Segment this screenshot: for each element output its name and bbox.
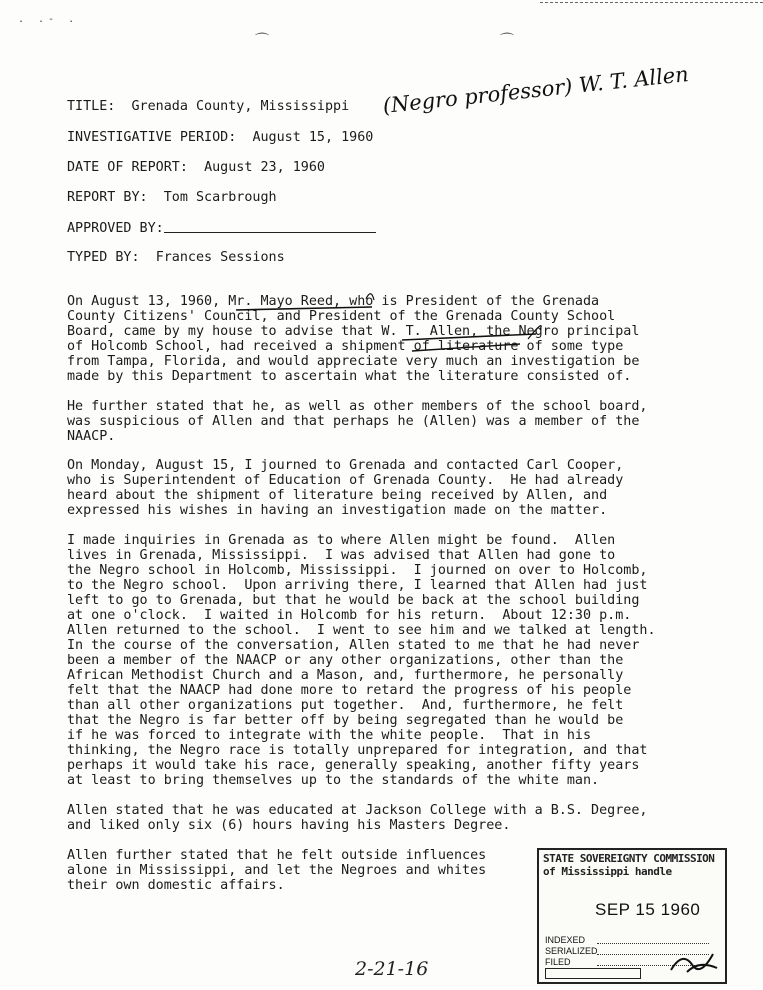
paragraph-1: On August 13, 1960, Mr. Mayo Reed, who is President of the Grenada County Citizens' Council, and President of the Grenada County School Board, came by my house to advise that W. T. Allen, the Negro principal of Holcomb School, had received a shipment of literature of some type from Tampa, Florida, and would appreciate very much an investigation be made by this Department to ascertain what the literature consisted of.	[67, 294, 640, 384]
scan-specks: . .- .	[18, 14, 79, 25]
stamp-initials-scribble	[667, 946, 721, 978]
stamp-field-serialized: SERIALIZED	[545, 946, 598, 956]
stamp-line-indexed	[597, 943, 709, 944]
period-value: August 15, 1960	[252, 130, 374, 145]
handwritten-title-note: (Negro professor) W. T. Allen	[381, 62, 690, 118]
stamp-date: SEP 15 1960	[595, 900, 701, 919]
approved-by-label: APPROVED BY:	[67, 221, 164, 236]
stamp-heading: STATE SOVEREIGNTY COMMISSION of Mississippi handle	[543, 852, 715, 878]
paragraph-4: I made inquiries in Grenada as to where Allen might be found. Allen lives in Grenada, Mississippi. I was advised that Allen had gone to the Negro school in Holcomb, Mississippi. I journed on over to Holcomb, to the Negro school. Upon arriving there, I learned that Allen had just left to go to Grenada, but that he would be back at the school building at one o'clock. I waited in Holcomb for his return. About 12:30 p.m. Allen returned to the school. I went to see him and we talked at length. In the course of the conversation, Allen stated to me that he had never been a member of the NAACP or any other organizations, other than the African Methodist Church and a Mason, and, furthermore, he personally felt that the NAACP had done more to retard the progress of his people than all other organizations put together. And, furthermore, he felt that the Negro is far better off by being segregated than he would be if he was forced to integrate with the white people. That in his thinking, the Negro race is totally unprepared for integration, and that perhaps it would take his race, generally speaking, another fifty years at least to bring themselves up to the standards of the white man.	[67, 533, 656, 788]
paragraph-2: He further stated that he, as well as other members of the school board, was suspicious of Allen and that perhaps he (Allen) was a member of the NAACP.	[67, 399, 648, 444]
stamp-field-filed: FILED	[545, 957, 571, 967]
handwritten-tick-mark: ⌒	[255, 33, 269, 49]
date-label: DATE OF REPORT:	[67, 160, 188, 175]
typed-by-label: TYPED BY:	[67, 250, 140, 265]
paragraph-6: Allen further stated that he felt outside influences alone in Mississippi, and let the Negroes and whites their own domestic affairs.	[67, 848, 487, 893]
stamp-box	[545, 968, 641, 979]
period-label: INVESTIGATIVE PERIOD:	[67, 130, 237, 145]
handwritten-file-number: 2-21-16	[355, 958, 429, 980]
paragraph-5: Allen stated that he was educated at Jackson College with a B.S. Degree, and liked only six (6) hours having his Masters Degree.	[67, 803, 648, 833]
report-by-value: Tom Scarbrough	[163, 190, 277, 205]
received-stamp	[537, 848, 727, 984]
report-by-label: REPORT BY:	[67, 190, 148, 205]
date-value: August 23, 1960	[204, 160, 325, 175]
stamp-field-indexed: INDEXED	[545, 935, 586, 945]
typed-by-value: Frances Sessions	[155, 250, 285, 265]
paragraph-3: On Monday, August 15, I journed to Grenada and contacted Carl Cooper, who is Superintendent of Education of Grenada County. He had already heard about the shipment of literature being received by Allen, and expressed his wishes in having an investigation made on the matter.	[67, 458, 624, 518]
title-label: TITLE:	[67, 99, 116, 114]
handwritten-tick-mark: ⌒	[500, 33, 514, 49]
title-value: Grenada County, Mississippi	[131, 99, 350, 114]
